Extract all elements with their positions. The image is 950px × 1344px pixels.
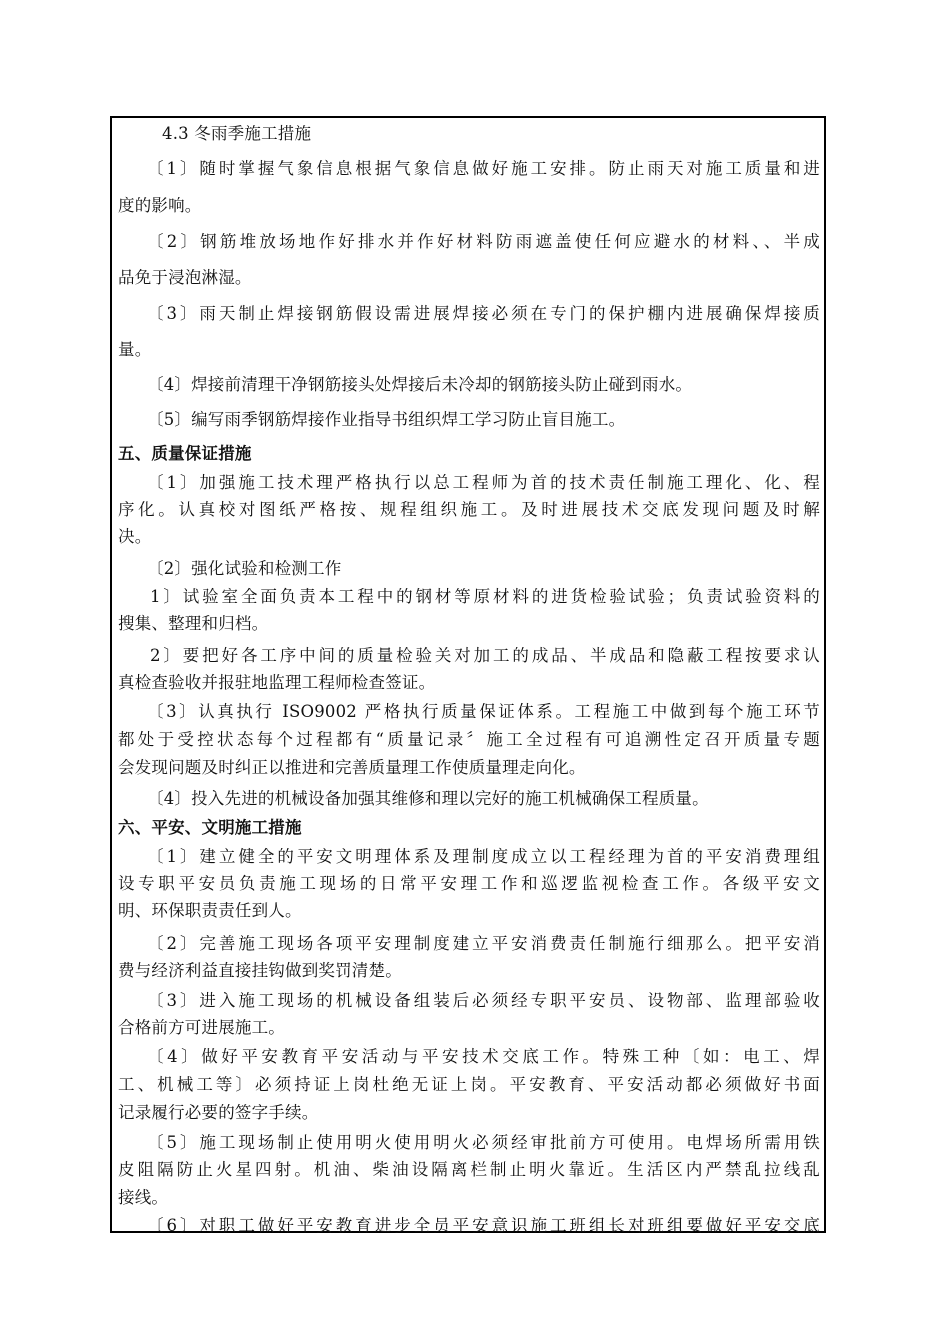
text-line: 量。 bbox=[118, 340, 152, 359]
text-line: 4.3 冬雨季施工措施 bbox=[162, 124, 312, 143]
text-line: 会发现问题及时纠正以推进和完善质量理工作使质量理走向化。 bbox=[118, 758, 586, 777]
text-line: 度的影响。 bbox=[118, 196, 202, 215]
text-line: 〔2〕完善施工现场各项平安理制度建立平安消费责任制施行细那么。把平安消 bbox=[147, 934, 820, 953]
text-line: 明、环保职责责任到人。 bbox=[118, 901, 302, 920]
text-line: 决。 bbox=[118, 527, 152, 546]
text-line: 设专职平安员负责施工现场的日常平安理工作和巡逻监视检查工作。各级平安文 bbox=[118, 874, 820, 893]
text-line: 〔2〕强化试验和检测工作 bbox=[147, 559, 342, 578]
text-line: 〔1〕随时掌握气象信息根据气象信息做好施工安排。防止雨天对施工质量和进 bbox=[147, 159, 820, 178]
text-line: 〔4〕投入先进的机械设备加强其维修和理以完好的施工机械确保工程质量。 bbox=[147, 789, 709, 808]
text-line: 〔6〕对职工做好平安教育进步全员平安意识施工班组长对班组要做好平安交底 bbox=[147, 1216, 820, 1235]
text-line: 接线。 bbox=[118, 1188, 169, 1207]
text-line: 〔3〕认真执行 ISO9002 严格执行质量保证体系。工程施工中做到每个施工环节 bbox=[147, 702, 820, 721]
text-line: 费与经济利益直接挂钩做到奖罚清楚。 bbox=[118, 961, 402, 980]
text-line: 都处于受控状态每个过程都有“质量记录〞施工全过程有可追溯性定召开质量专题 bbox=[118, 730, 820, 749]
text-line: 真检查验收并报驻地监理工程师检查签证。 bbox=[118, 673, 436, 692]
text-line: 〔5〕编写雨季钢筋焊接作业指导书组织焊工学习防止盲目施工。 bbox=[147, 410, 626, 429]
text-line: 〔3〕进入施工现场的机械设备组装后必须经专职平安员、设物部、监理部验收 bbox=[147, 991, 820, 1010]
text-line: 合格前方可进展施工。 bbox=[118, 1018, 285, 1037]
text-line: 〔1〕加强施工技术理严格执行以总工程师为首的技术责任制施工理化、化、程 bbox=[147, 473, 820, 492]
text-line: 1〕试验室全面负责本工程中的钢材等原材料的进货检验试验；负责试验资料的 bbox=[150, 587, 820, 606]
text-line: 〔4〕做好平安教育平安活动与平安技术交底工作。特殊工种〔如：电工、焊 bbox=[147, 1047, 820, 1066]
text-line: 皮阻隔防止火星四射。机油、柴油设隔离栏制止明火靠近。生活区内严禁乱拉线乱 bbox=[118, 1160, 820, 1179]
text-line: 序化。认真校对图纸严格按、规程组织施工。及时进展技术交底发现问题及时解 bbox=[118, 500, 820, 519]
text-line: 2〕要把好各工序中间的质量检验关对加工的成品、半成品和隐蔽工程按要求认 bbox=[150, 646, 820, 665]
text-line: 〔4〕焊接前清理干净钢筋接头处焊接后未冷却的钢筋接头防止碰到雨水。 bbox=[147, 375, 693, 394]
section-heading: 五、质量保证措施 bbox=[118, 444, 252, 463]
text-line: 工、机械工等〕必须持证上岗杜绝无证上岗。平安教育、平安活动都必须做好书面 bbox=[118, 1075, 820, 1094]
text-line: 记录履行必要的签字手续。 bbox=[118, 1103, 319, 1122]
text-line: 〔3〕雨天制止焊接钢筋假设需进展焊接必须在专门的保护棚内进展确保焊接质 bbox=[147, 304, 820, 323]
text-line: 〔5〕施工现场制止使用明火使用明火必须经审批前方可使用。电焊场所需用铁 bbox=[147, 1133, 820, 1152]
text-line: 搜集、整理和归档。 bbox=[118, 614, 269, 633]
text-line: 〔2〕钢筋堆放场地作好排水并作好材料防雨遮盖使任何应避水的材料、、半成 bbox=[147, 232, 820, 251]
text-line: 〔1〕建立健全的平安文明理体系及理制度成立以工程经理为首的平安消费理组 bbox=[147, 847, 820, 866]
section-heading: 六、平安、文明施工措施 bbox=[118, 818, 302, 837]
text-line: 品免于浸泡淋湿。 bbox=[118, 268, 252, 287]
